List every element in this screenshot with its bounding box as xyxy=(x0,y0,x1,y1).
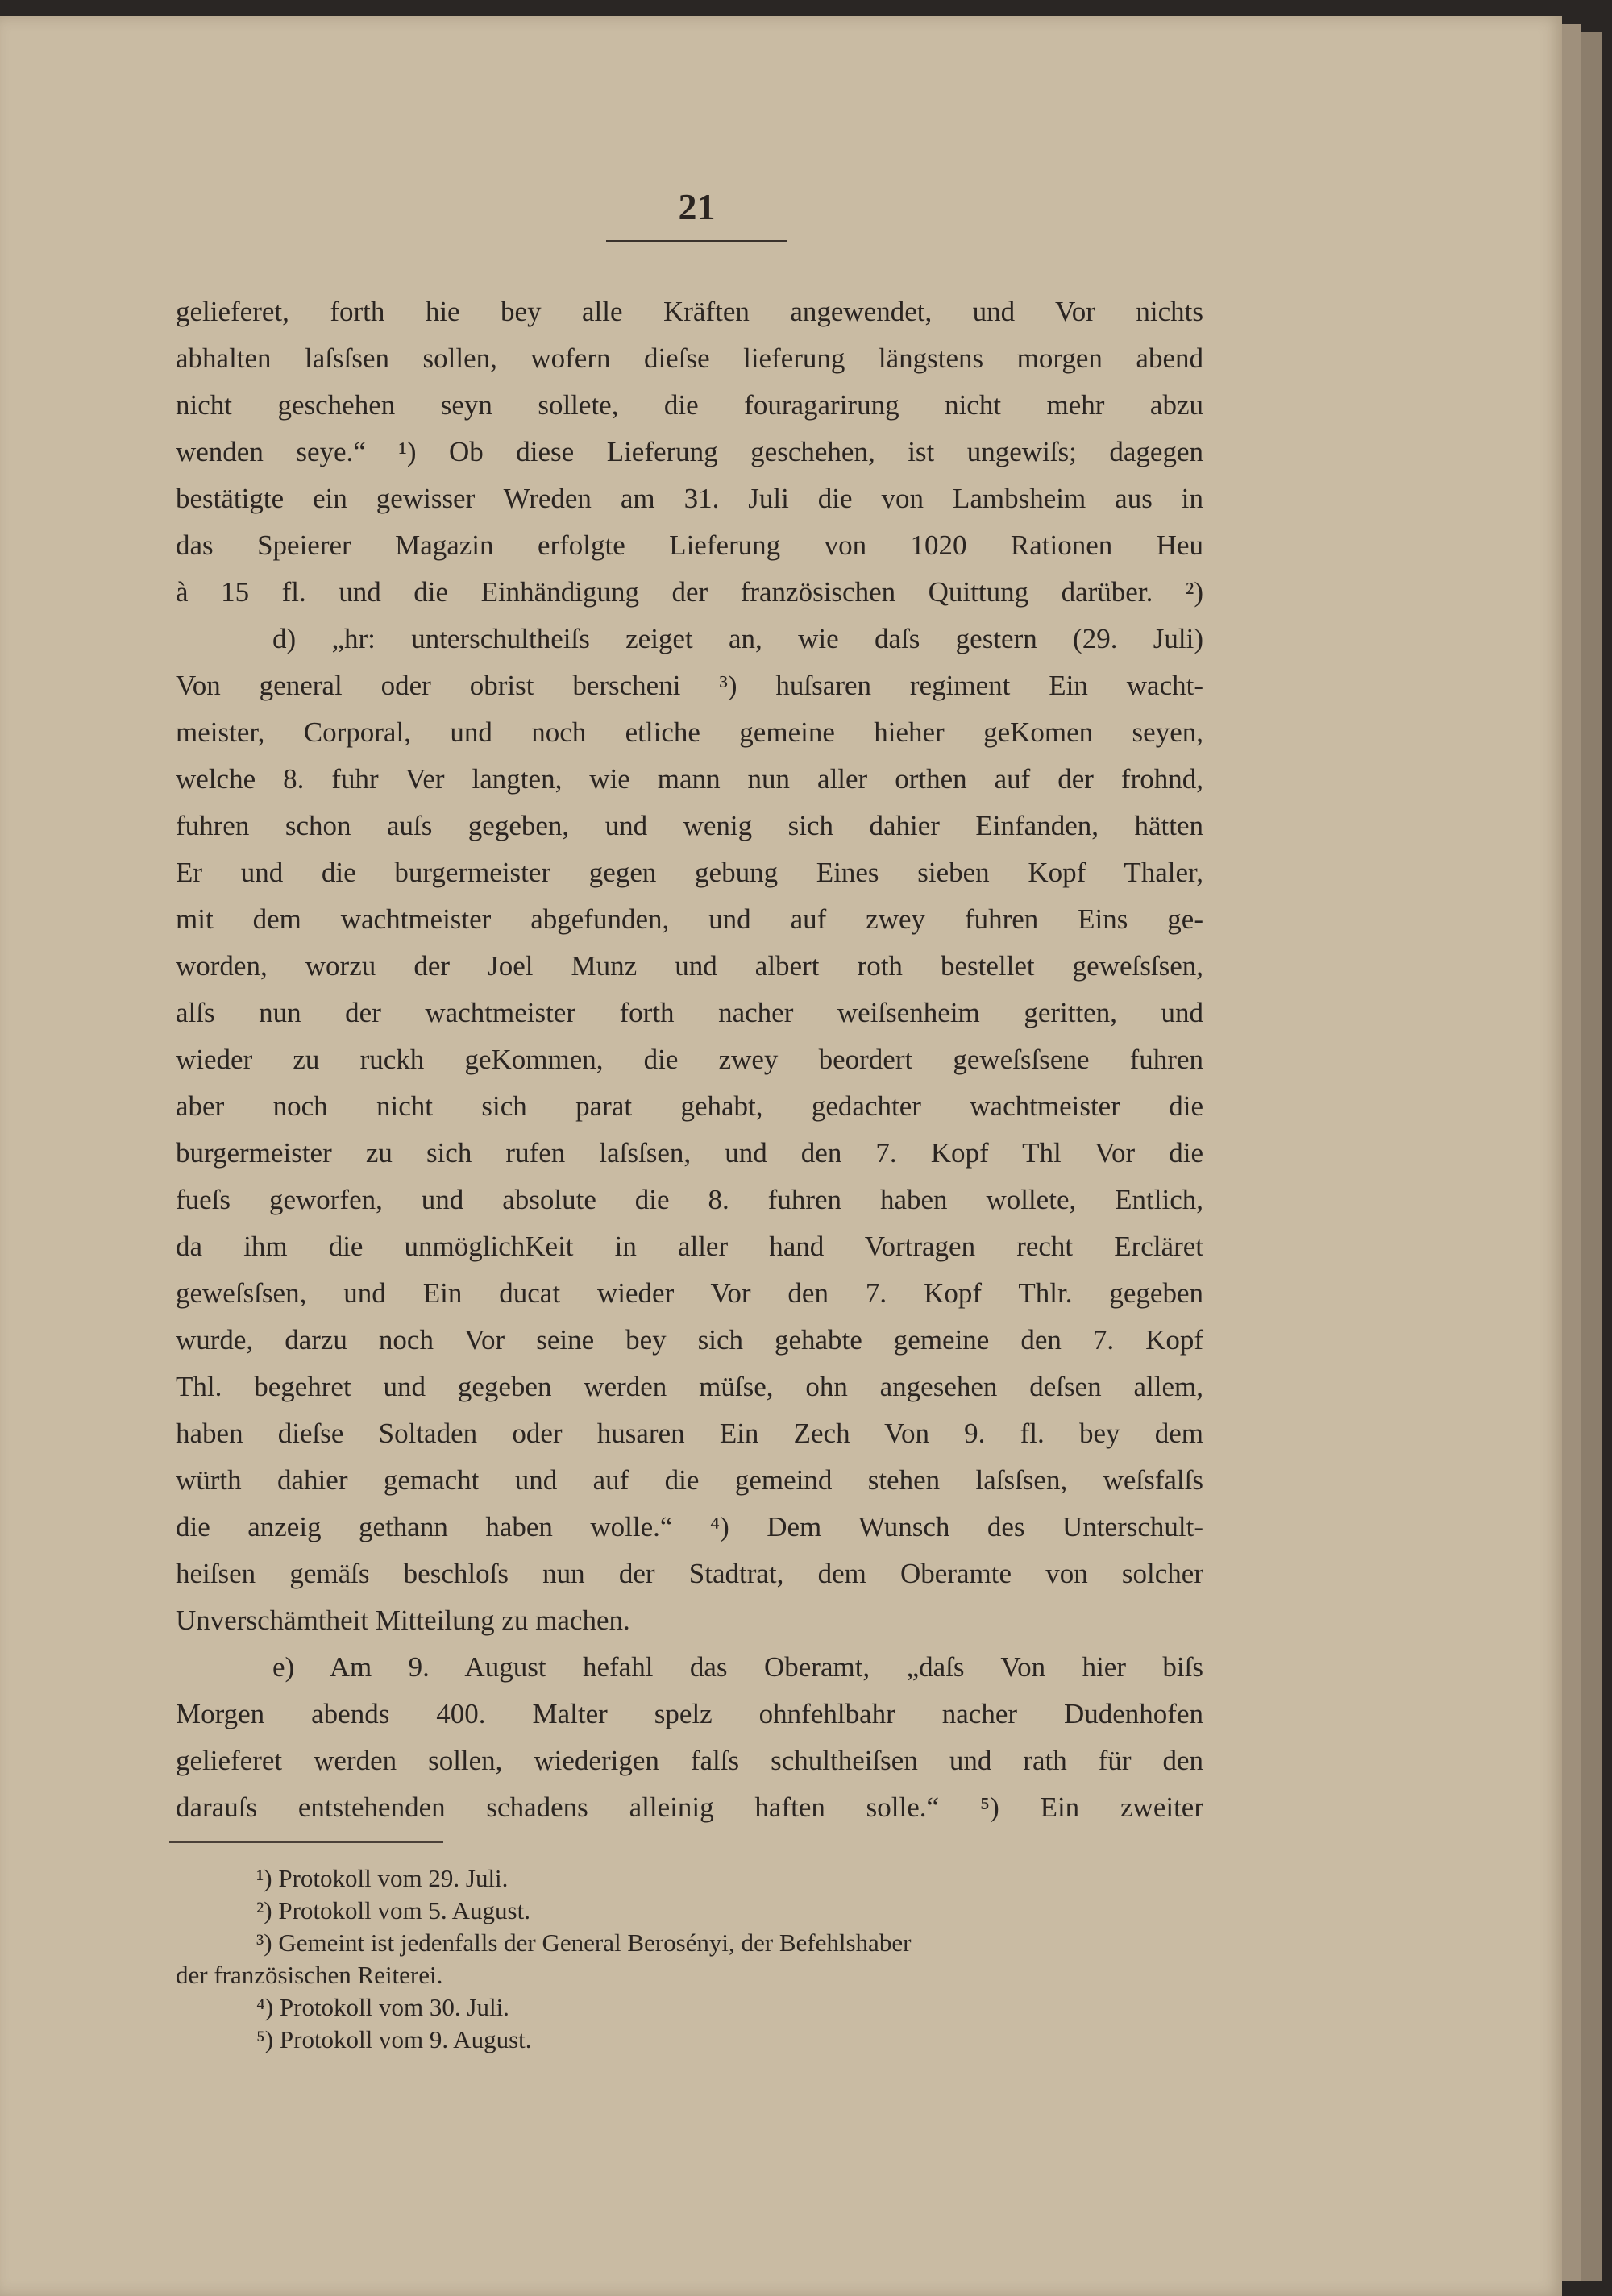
text-line: abhalten laſsſsen sollen, wofern dieſse lieferung längstens morgen abend xyxy=(176,343,1203,374)
text-line: à 15 fl. und die Einhändigung der französischen Quittung darüber. ²) xyxy=(176,576,1203,608)
text-line: welche 8. fuhr Ver langten, wie mann nun aller orthen auf der frohnd, xyxy=(176,763,1203,795)
text-line: Thl. begehret und gegeben werden müſse, ohn angesehen deſsen allem, xyxy=(176,1371,1203,1402)
text-line: alſs nun der wachtmeister forth nacher weiſsenheim geritten, und xyxy=(176,997,1203,1028)
footnote-rule xyxy=(169,1841,443,1843)
text-line: aber noch nicht sich parat gehabt, gedachter wachtmeister die xyxy=(176,1090,1203,1122)
text-line: worden, worzu der Joel Munz und albert roth bestellet geweſsſsen, xyxy=(176,950,1203,982)
main-text xyxy=(176,289,1203,1831)
text-line: das Speierer Magazin erfolgte Lieferung von 1020 Rationen Heu xyxy=(176,529,1203,561)
page-number: 21 xyxy=(678,186,716,227)
text-line: meister, Corporal, und noch etliche gemeine hieher geKomen seyen, xyxy=(176,716,1203,748)
text-line: Unverschämtheit Mitteilung zu machen. xyxy=(176,1605,630,1636)
text-line: würth dahier gemacht und auf die gemeind stehen laſsſsen, weſsfalſs xyxy=(176,1464,1203,1496)
footnote-3-continuation: der französischen Reiterei. xyxy=(176,1961,443,1989)
footnotes xyxy=(176,1862,1203,2056)
text-line: darauſs entstehenden schadens alleinig haften solle.“ ⁵) Ein zweiter xyxy=(176,1792,1203,1823)
footnote-4: ⁴) Protokoll vom 30. Juli. xyxy=(256,1993,509,2021)
text-line: Von general oder obrist berscheni ³) huſsaren regiment Ein wacht- xyxy=(176,670,1203,701)
text-line: wurde, darzu noch Vor seine bey sich gehabte gemeine den 7. Kopf xyxy=(176,1324,1203,1356)
text-line: fueſs geworfen, und absolute die 8. fuhren haben wollete, Entlich, xyxy=(176,1184,1203,1215)
text-line: gelieferet, forth hie bey alle Kräften angewendet, und Vor nichts xyxy=(176,296,1203,327)
book-page xyxy=(0,16,1562,2296)
text-line: nicht geschehen seyn sollete, die fouragarirung nicht mehr abzu xyxy=(176,389,1203,421)
text-line: mit dem wachtmeister abgefunden, und auf zwey fuhren Eins ge- xyxy=(176,903,1203,935)
text-line: wieder zu ruckh geKommen, die zwey beordert geweſsſsene fuhren xyxy=(176,1044,1203,1075)
text-line: da ihm die unmöglichKeit in aller hand Vortragen recht Ercläret xyxy=(176,1231,1203,1262)
text-line: haben dieſse Soltaden oder husaren Ein Zech Von 9. fl. bey dem xyxy=(176,1418,1203,1449)
text-line: heiſsen gemäſs beschloſs nun der Stadtrat, dem Oberamte von solcher xyxy=(176,1558,1203,1589)
text-line: Morgen abends 400. Malter spelz ohnfehlbahr nacher Dudenhofen xyxy=(176,1698,1203,1729)
text-line: e) Am 9. August hefahl das Oberamt, „daſs Von hier biſs xyxy=(272,1651,1203,1683)
footnote-2: ²) Protokoll vom 5. August. xyxy=(256,1896,530,1924)
text-line: fuhren schon auſs gegeben, und wenig sich dahier Einfanden, hätten xyxy=(176,810,1203,841)
text-line: burgermeister zu sich rufen laſsſsen, und den 7. Kopf Thl Vor die xyxy=(176,1137,1203,1169)
text-line: die anzeig gethann haben wolle.“ ⁴) Dem Wunsch des Unterschult- xyxy=(176,1511,1203,1542)
text-line: bestätigte ein gewisser Wreden am 31. Juli die von Lambsheim aus in xyxy=(176,483,1203,514)
text-line: Er und die burgermeister gegen gebung Eines sieben Kopf Thaler, xyxy=(176,857,1203,888)
text-line: wenden seye.“ ¹) Ob diese Lieferung geschehen, ist ungewiſs; dagegen xyxy=(176,436,1203,467)
page-number-rule xyxy=(606,240,787,242)
footnote-5: ⁵) Protokoll vom 9. August. xyxy=(256,2025,532,2053)
footnote-3: ³) Gemeint ist jedenfalls der General Berosényi, der Befehlshaber xyxy=(256,1929,912,1957)
text-line: d) „hr: unterschultheiſs zeiget an, wie daſs gestern (29. Juli) xyxy=(272,623,1203,654)
text-line: geweſsſsen, und Ein ducat wieder Vor den 7. Kopf Thlr. gegeben xyxy=(176,1277,1203,1309)
text-line: gelieferet werden sollen, wiederigen falſs schultheiſsen und rath für den xyxy=(176,1745,1203,1776)
footnote-1: ¹) Protokoll vom 29. Juli. xyxy=(256,1864,509,1892)
